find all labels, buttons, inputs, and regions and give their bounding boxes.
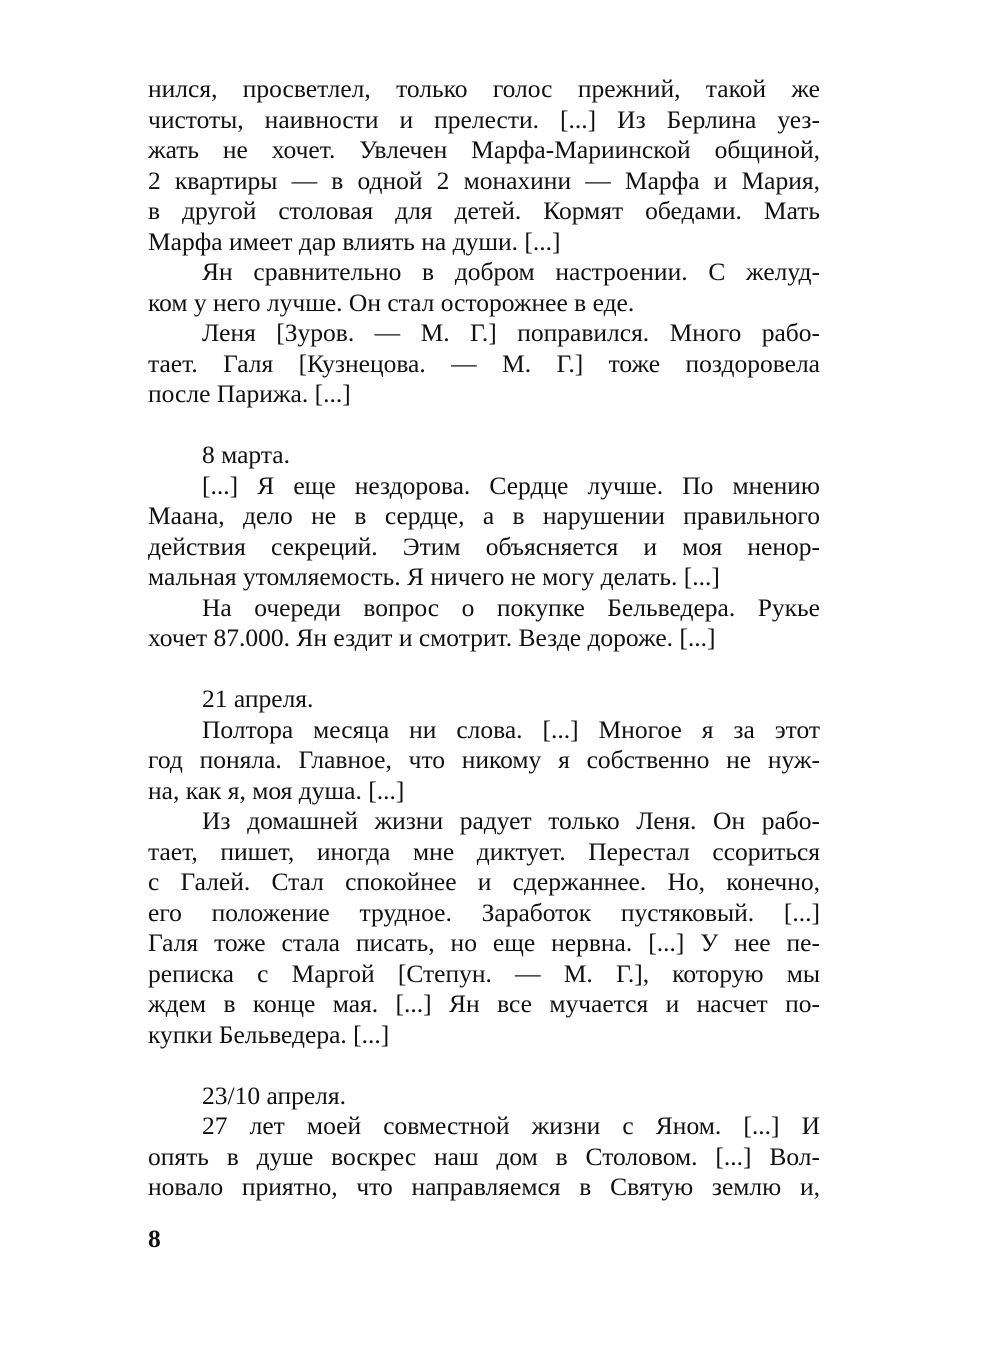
text-line: на, как я, моя душа. [...] [148, 775, 405, 805]
text-line: Из домашней жизни радует только Леня. Он рабо- [202, 806, 820, 835]
text-line: 2 квартиры — в одной 2 монахини — Марфа и Мария, [148, 165, 820, 195]
text-line: Ян сравнительно в добром настроении. С желуд- [202, 257, 820, 286]
text-line: Леня [Зуров. — М. Г.] поправился. Много рабо- [202, 318, 820, 347]
text-line: в другой столовая для детей. Кормят обедами. Мать [148, 196, 820, 225]
paragraph [148, 257, 820, 318]
text-line: [...] Я еще нездорова. Сердце лучше. По мнению [202, 470, 820, 500]
paragraph [148, 74, 820, 257]
date-heading: 21 апреля. [202, 684, 314, 713]
text-line: реписка с Маргой [Степун. — М. Г.], которую мы [148, 958, 820, 988]
text-line: после Парижа. [...] [148, 379, 351, 408]
text-line: его положение трудное. Заработок пустяковый. [...] [148, 897, 820, 927]
paragraph [148, 715, 820, 807]
text-line: новало приятно, что направляемся в Святую землю и, [148, 1172, 820, 1201]
section-gap [148, 1050, 820, 1081]
page-number: 8 [148, 1224, 161, 1253]
text-line: мальная утомляемость. Я ничего не могу делать. [...] [148, 562, 720, 591]
text-line: На очереди вопрос о покупке Бельведера. Рукье [202, 592, 820, 622]
text-line: Марфа имеет дар влиять на души. [...] [148, 226, 561, 256]
text-line: хочет 87.000. Ян ездит и смотрит. Везде дороже. [...] [148, 623, 716, 652]
text-line: нился, просветлел, только голос прежний, такой же [148, 74, 820, 103]
paragraph [148, 593, 820, 654]
text-line: купки Бельведера. [...] [148, 1019, 390, 1049]
entry-date [148, 684, 820, 715]
text-line: 27 лет моей совместной жизни с Яном. [...] И [202, 1111, 820, 1140]
text-line: действия секреций. Этим объясняется и моя ненор- [148, 531, 820, 561]
paragraph [148, 806, 820, 1050]
paragraph [148, 471, 820, 593]
text-line: Галя тоже стала писать, но еще нервна. [...] У нее пе- [148, 928, 820, 957]
text-line: Полтора месяца ни слова. [...] Многое я за этот [202, 714, 820, 744]
text-line: ждем в конце мая. [...] Ян все мучается и насчет по- [148, 989, 820, 1018]
date-heading: 23/10 апреля. [202, 1080, 346, 1110]
paragraph [148, 1111, 820, 1203]
text-line: жать не хочет. Увлечен Марфа-Мариинской общиной, [148, 135, 820, 164]
text-line: тает, пишет, иногда мне диктует. Перестал ссориться [148, 836, 820, 866]
page-text [148, 74, 820, 1203]
date-heading: 8 марта. [202, 440, 290, 469]
text-line: Маана, дело не в сердце, а в нарушении правильного [148, 501, 820, 530]
text-line: опять в душе воскрес наш дом в Столовом. [...] Вол- [148, 1141, 820, 1171]
text-line: чистоты, наивности и прелести. [...] Из Берлина уез- [148, 104, 820, 134]
entry-date [148, 1081, 820, 1112]
entry-date [148, 440, 820, 471]
paragraph [148, 318, 820, 410]
text-line: ком у него лучше. Он стал осторожнее в еде. [148, 287, 635, 317]
text-line: с Галей. Стал спокойнее и сдержаннее. Но, конечно, [148, 867, 820, 896]
text-line: год поняла. Главное, что никому я собственно не нуж- [148, 745, 820, 774]
text-line: тает. Галя [Кузнецова. — М. Г.] тоже поздоровела [148, 348, 820, 378]
section-gap [148, 410, 820, 441]
section-gap [148, 654, 820, 685]
